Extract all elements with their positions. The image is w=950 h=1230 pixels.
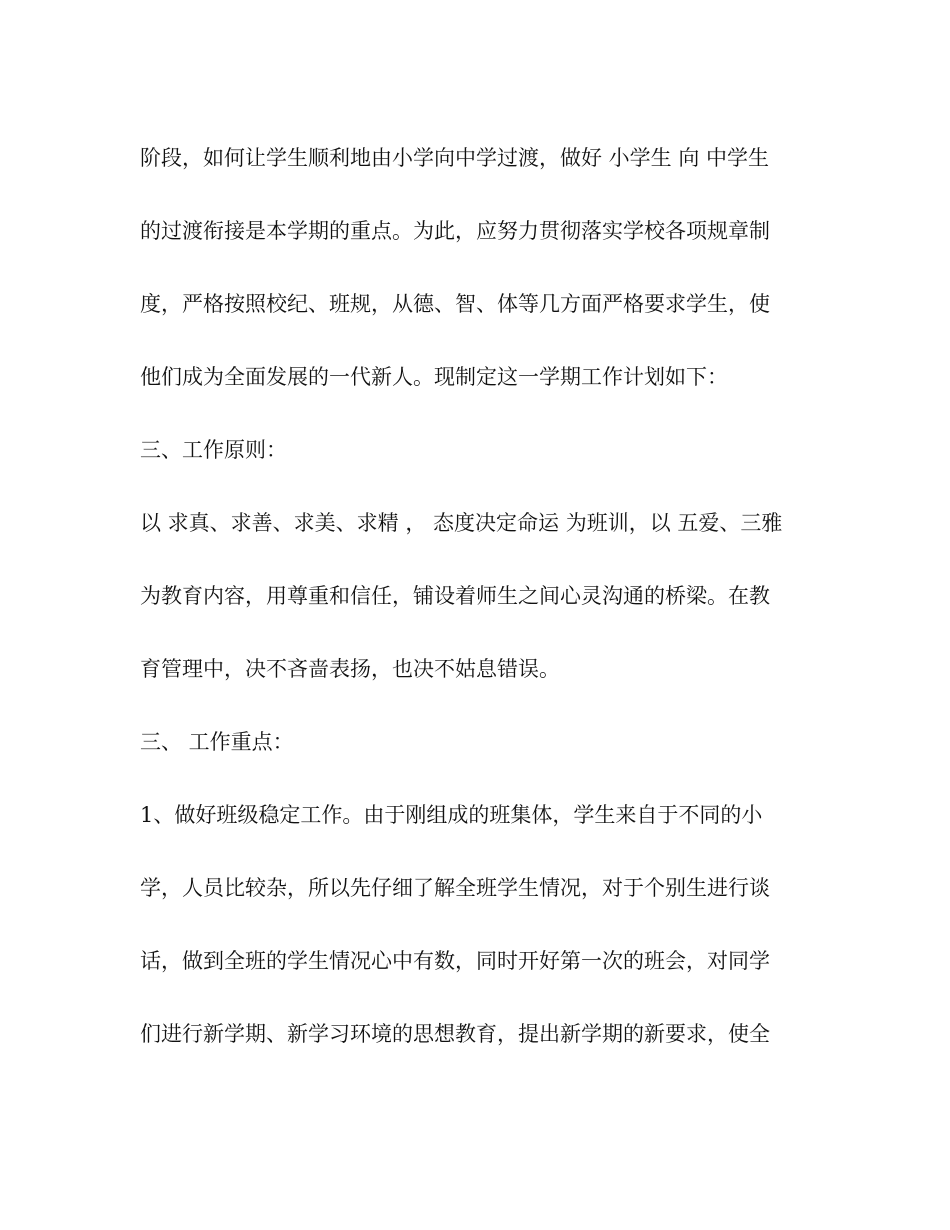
text-line: 为教育内容，用尊重和信任，铺设着师生之间心灵沟通的桥梁。在教 <box>140 584 770 608</box>
text-line: 他们成为全面发展的一代新人。现制定这一学期工作计划如下： <box>140 365 728 389</box>
document-body <box>140 133 820 1082</box>
text-line: 话，做到全班的学生情况心中有数，同时开好第一次的班会，对同学 <box>140 949 770 973</box>
text-line: 度，严格按照校纪、班规，从德、智、体等几方面严格要求学生，使 <box>140 292 770 316</box>
section-heading: 三、工作原则： <box>140 438 287 462</box>
text-line: 学，人员比较杂，所以先仔细了解全班学生情况，对于个别生进行谈 <box>140 876 770 900</box>
text-line: 的过渡衔接是本学期的重点。为此，应努力贯彻落实学校各项规章制 <box>140 219 770 243</box>
text-line: 以 求真、求善、求美、求精 ， 态度决定命运 为班训，以 五爱、三雅 <box>140 511 783 535</box>
section-heading: 三、 工作重点： <box>140 730 294 754</box>
text-line: 们进行新学期、新学习环境的思想教育，提出新学期的新要求，使全 <box>140 1022 770 1046</box>
text-line: 育管理中，决不吝啬表扬，也决不姑息错误。 <box>140 657 560 681</box>
text-line: 1、做好班级稳定工作。由于刚组成的班集体，学生来自于不同的小 <box>140 803 763 827</box>
text-line: 阶段，如何让学生顺利地由小学向中学过渡，做好 小学生 向 中学生 <box>140 146 770 170</box>
